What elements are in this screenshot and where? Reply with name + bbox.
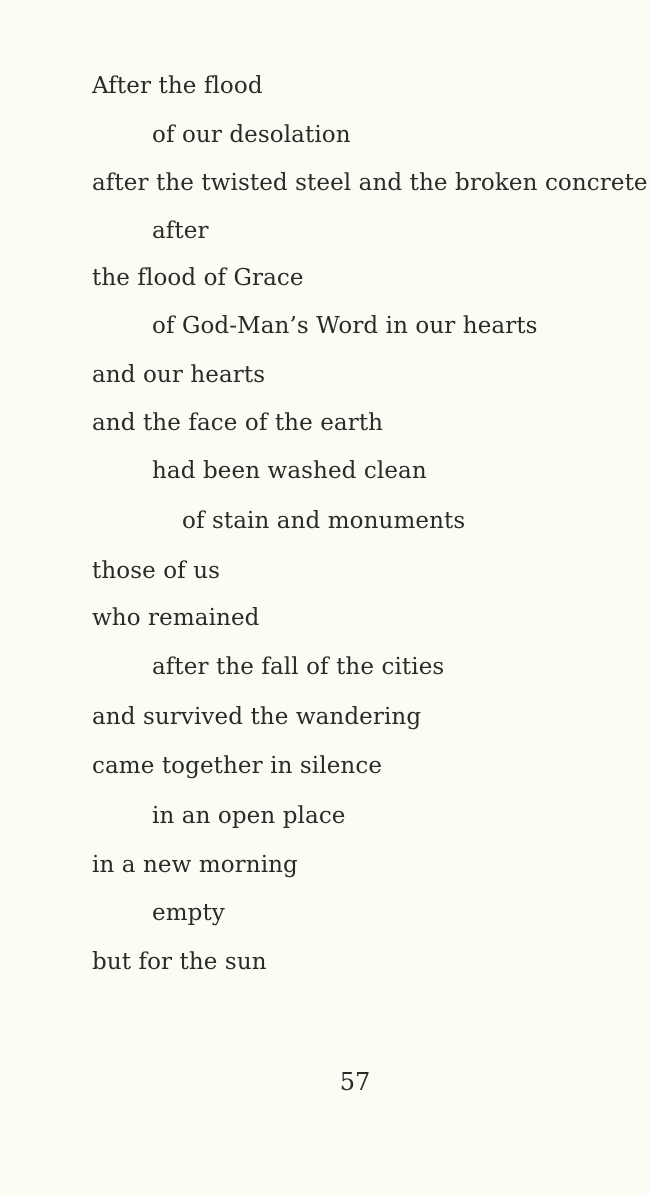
poem-line-1: After the flood — [92, 73, 263, 99]
poem-line-8: and the face of the earth — [92, 410, 384, 436]
poem-line-18: empty — [152, 900, 225, 926]
poem-line-17: in a new morning — [92, 852, 298, 878]
poem-line-4: after — [152, 218, 209, 244]
poem-line-10: of stain and monuments — [182, 508, 466, 534]
poem-line-12: who remained — [92, 605, 260, 631]
page-number: 57 — [339, 1068, 371, 1096]
poem-line-7: and our hearts — [92, 362, 266, 388]
poem-line-16: in an open place — [152, 803, 346, 829]
poem-line-6: of God-Man’s Word in our hearts — [152, 313, 538, 339]
poem-line-14: and survived the wandering — [92, 704, 422, 730]
poem-line-3: after the twisted steel and the broken concrete — [92, 170, 648, 196]
poem-line-9: had been washed clean — [152, 458, 427, 484]
poem-line-5: the flood of Grace — [92, 265, 304, 291]
poem-line-15: came together in silence — [92, 753, 383, 779]
poem-line-2: of our desolation — [152, 122, 351, 148]
poem-line-13: after the fall of the cities — [152, 654, 445, 680]
poem-line-11: those of us — [92, 558, 221, 584]
poem-line-19: but for the sun — [92, 949, 267, 975]
